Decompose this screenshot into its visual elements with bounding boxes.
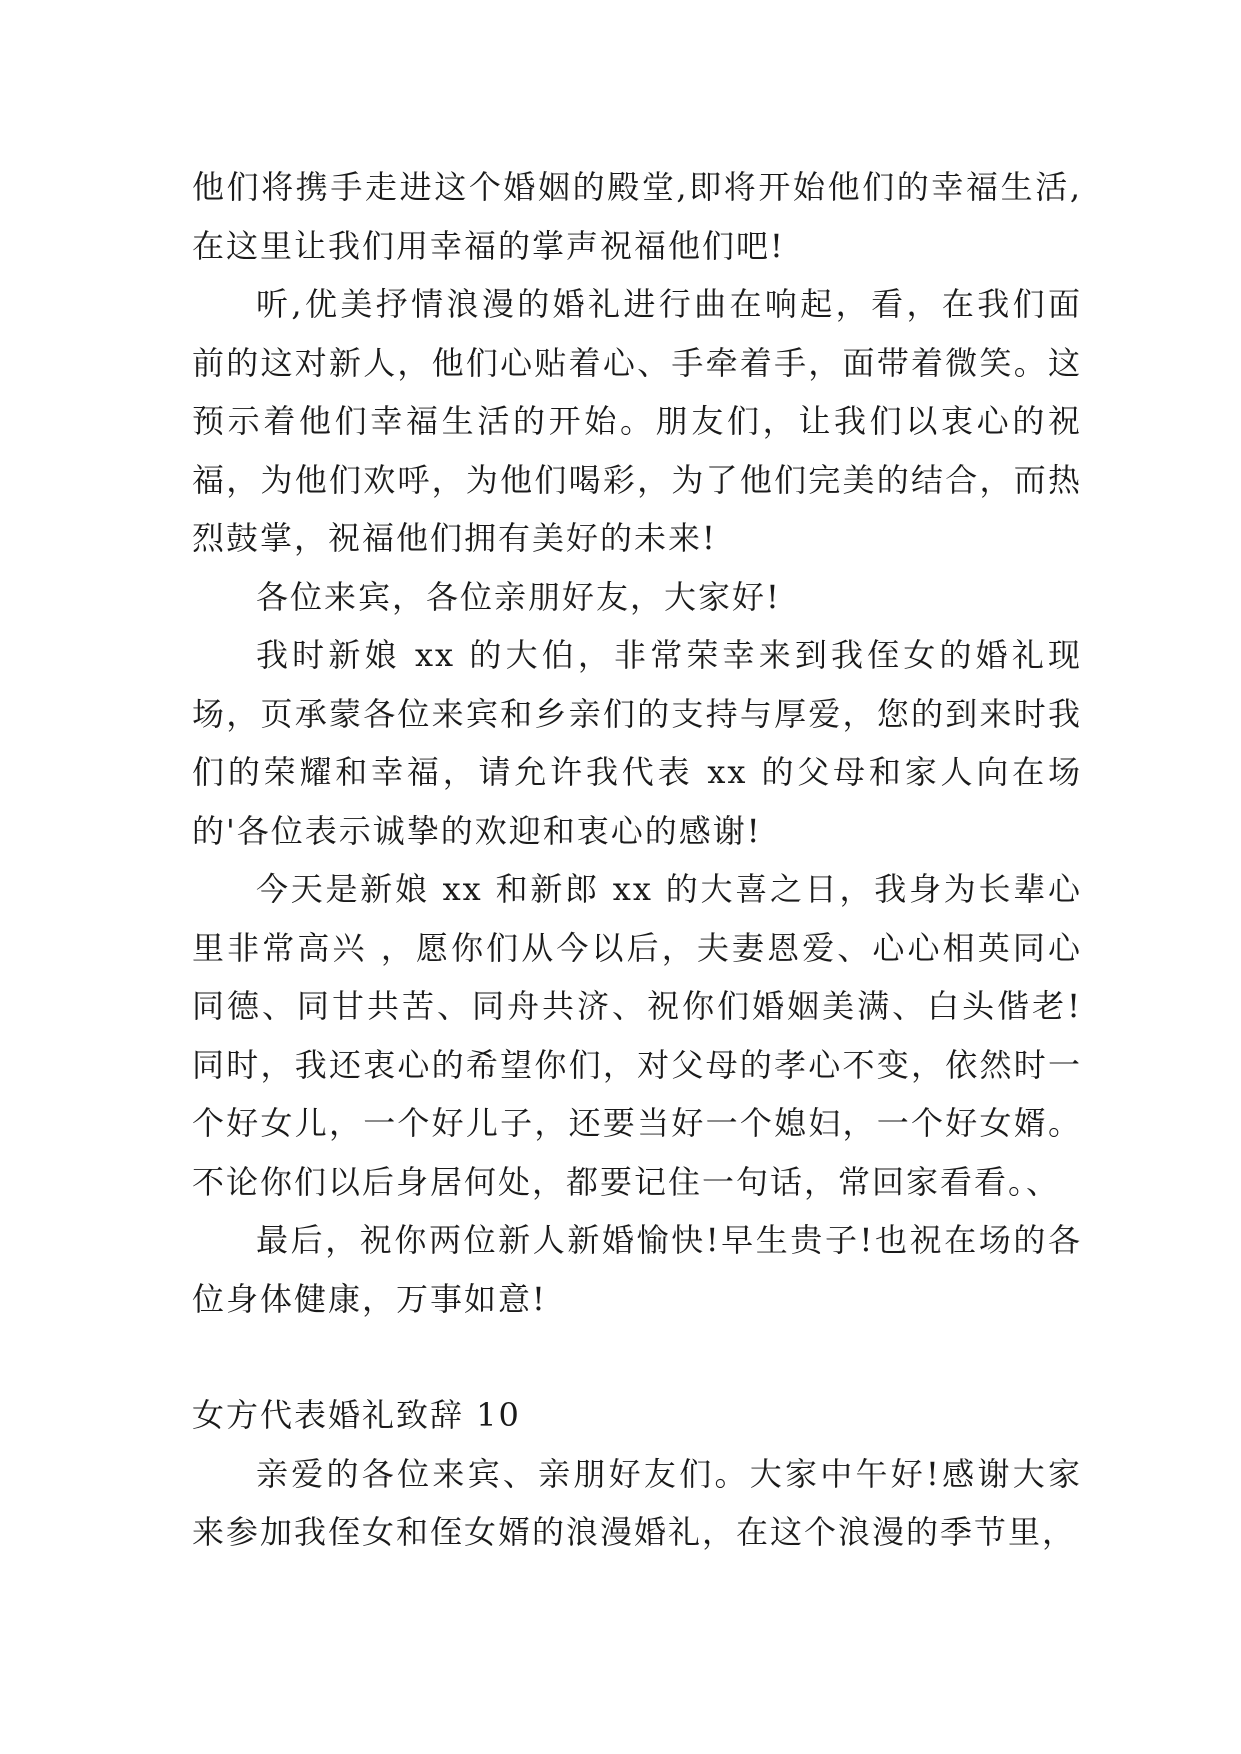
paragraph-2: 听,优美抒情浪漫的婚礼进行曲在响起，看，在我们面前的这对新人，他们心贴着心、手牵着手，面带着微笑。这预示着他们幸福生活的开始。朋友们，让我们以衷心的祝福，为他们欢呼，为他们喝彩，为了他们完美的结合，而热烈鼓掌，祝福他们拥有美好的未来! [192,285,1082,557]
paragraph-3: 各位来宾，各位亲朋好友，大家好! [256,577,781,616]
paragraph-5: 今天是新娘 xx 和新郎 xx 的大喜之日，我身为长辈心里非常高兴 ，愿你们从今以后，夫妻恩爱、心心相英同心同德、同甘共苦、同舟共济、祝你们婚姻美满、白头偕老!同时，我还衷心的希望你们，对父母的孝心不变，依然时一个好女儿，一个好儿子，还要当好一个媳妇，一个好女婿。不论你们以后身居何处，都要记住一句话，常回家看看。、 [192,870,1082,1201]
paragraph-1: 他们将携手走进这个婚姻的殿堂,即将开始他们的幸福生活,在这里让我们用幸福的掌声祝福他们吧! [192,168,1082,265]
section-paragraph-1: 亲爱的各位来宾、亲朋好友们。大家中午好!感谢大家来参加我侄女和侄女婿的浪漫婚礼，在这个浪漫的季节里， [192,1454,1082,1551]
section-heading: 女方代表婚礼致辞 10 [192,1396,521,1434]
paragraph-4: 我时新娘 xx 的大伯，非常荣幸来到我侄女的婚礼现场，页承蒙各位来宾和乡亲们的支持与厚爱，您的到来时我们的荣耀和幸福，请允许我代表 xx 的父母和家人向在场的'各位表示诚挚的欢迎和衷心的感谢! [192,636,1082,850]
paragraph-6: 最后，祝你两位新人新婚愉快!早生贵子!也祝在场的各位身体健康，万事如意! [192,1221,1082,1318]
document-body [192,158,1082,1562]
